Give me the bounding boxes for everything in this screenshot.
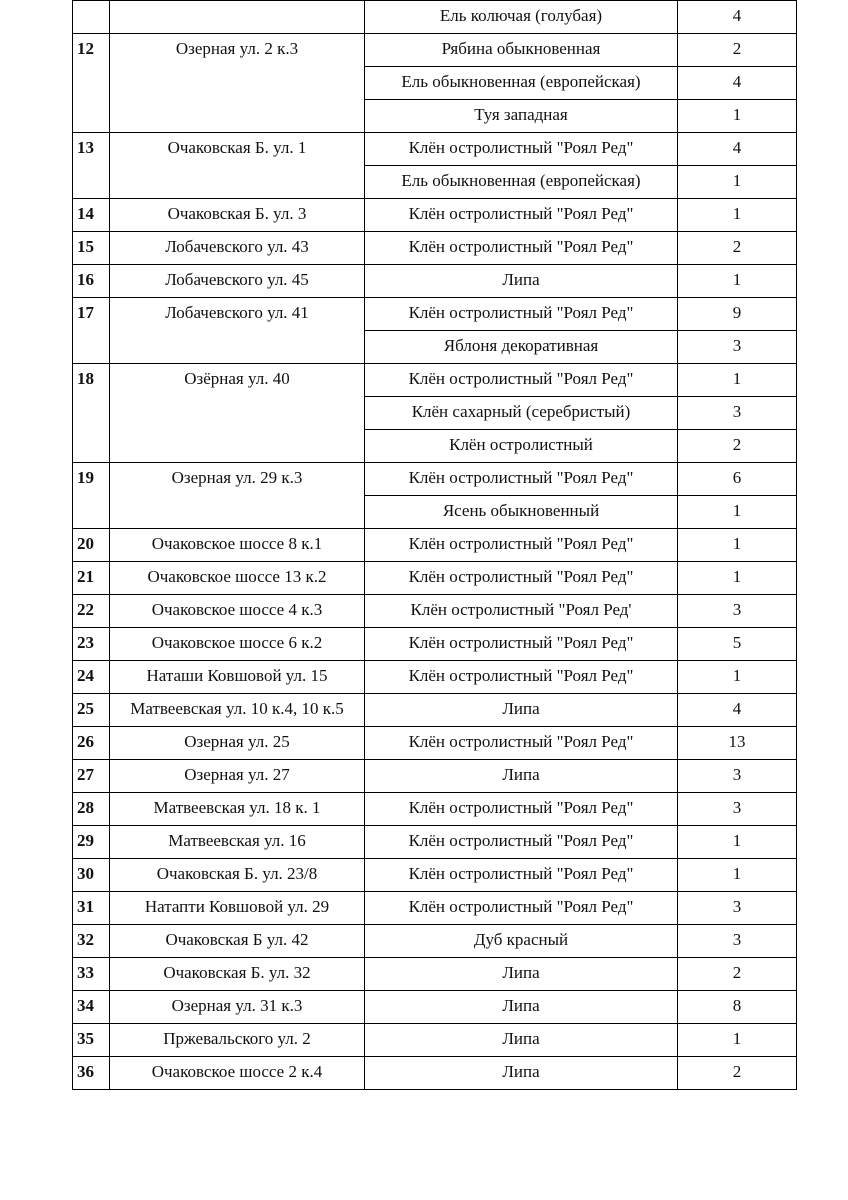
address-cell: Натапти Ковшовой ул. 29 (110, 892, 365, 925)
address-cell: Озерная ул. 31 к.3 (110, 991, 365, 1024)
address-cell: Очаковское шоссе 6 к.2 (110, 628, 365, 661)
row-number: 18 (73, 364, 110, 463)
row-number: 34 (73, 991, 110, 1024)
species-cell: Клён остролистный "Роял Ред" (365, 727, 678, 760)
row-number: 17 (73, 298, 110, 364)
species-cell: Липа (365, 760, 678, 793)
row-number: 32 (73, 925, 110, 958)
row-number: 12 (73, 34, 110, 133)
quantity-cell: 1 (678, 529, 797, 562)
table-row (73, 859, 797, 892)
address-cell: Озерная ул. 25 (110, 727, 365, 760)
quantity-cell: 4 (678, 1, 797, 34)
table-row (73, 958, 797, 991)
row-number: 21 (73, 562, 110, 595)
species-cell: Липа (365, 694, 678, 727)
address-cell: Пржевальского ул. 2 (110, 1024, 365, 1057)
address-cell: Лобачевского ул. 45 (110, 265, 365, 298)
address-cell: Озерная ул. 29 к.3 (110, 463, 365, 529)
address-cell: Озёрная ул. 40 (110, 364, 365, 463)
quantity-cell: 1 (678, 826, 797, 859)
address-cell: Очаковская Б. ул. 3 (110, 199, 365, 232)
quantity-cell: 13 (678, 727, 797, 760)
row-number: 20 (73, 529, 110, 562)
address-cell: Озерная ул. 27 (110, 760, 365, 793)
address-cell (110, 1, 365, 34)
quantity-cell: 1 (678, 265, 797, 298)
table-row (73, 232, 797, 265)
species-cell: Липа (365, 1057, 678, 1090)
row-number: 33 (73, 958, 110, 991)
table-row (73, 34, 797, 67)
table-row (73, 1, 797, 34)
quantity-cell: 2 (678, 232, 797, 265)
row-number: 28 (73, 793, 110, 826)
quantity-cell: 3 (678, 793, 797, 826)
quantity-cell: 1 (678, 661, 797, 694)
species-cell: Туя западная (365, 100, 678, 133)
address-cell: Лобачевского ул. 43 (110, 232, 365, 265)
address-cell: Озерная ул. 2 к.3 (110, 34, 365, 133)
row-number: 19 (73, 463, 110, 529)
address-cell: Очаковское шоссе 4 к.3 (110, 595, 365, 628)
row-number: 13 (73, 133, 110, 199)
tree-planting-table (72, 0, 797, 1090)
species-cell: Клён остролистный "Роял Ред" (365, 199, 678, 232)
species-cell: Ель обыкновенная (европейская) (365, 67, 678, 100)
species-cell: Рябина обыкновенная (365, 34, 678, 67)
species-cell: Клён остролистный "Роял Ред" (365, 826, 678, 859)
row-number: 25 (73, 694, 110, 727)
table-row (73, 694, 797, 727)
row-number: 23 (73, 628, 110, 661)
address-cell: Очаковская Б ул. 42 (110, 925, 365, 958)
species-cell: Клён остролистный "Роял Ред' (365, 595, 678, 628)
address-cell: Матвеевская ул. 16 (110, 826, 365, 859)
quantity-cell: 5 (678, 628, 797, 661)
species-cell: Липа (365, 265, 678, 298)
species-cell: Клён остролистный "Роял Ред" (365, 562, 678, 595)
address-cell: Очаковское шоссе 8 к.1 (110, 529, 365, 562)
species-cell: Клён остролистный "Роял Ред" (365, 133, 678, 166)
row-number: 35 (73, 1024, 110, 1057)
table-row (73, 793, 797, 826)
row-number: 24 (73, 661, 110, 694)
table-row (73, 463, 797, 496)
quantity-cell: 2 (678, 1057, 797, 1090)
table-row (73, 364, 797, 397)
species-cell: Клён остролистный "Роял Ред" (365, 463, 678, 496)
quantity-cell: 3 (678, 397, 797, 430)
table-row (73, 727, 797, 760)
quantity-cell: 1 (678, 199, 797, 232)
row-number: 22 (73, 595, 110, 628)
species-cell: Липа (365, 1024, 678, 1057)
row-number (73, 1, 110, 34)
quantity-cell: 6 (678, 463, 797, 496)
row-number: 26 (73, 727, 110, 760)
address-cell: Очаковская Б. ул. 1 (110, 133, 365, 199)
row-number: 27 (73, 760, 110, 793)
quantity-cell: 2 (678, 34, 797, 67)
quantity-cell: 4 (678, 67, 797, 100)
table-row (73, 628, 797, 661)
address-cell: Матвеевская ул. 18 к. 1 (110, 793, 365, 826)
table-row (73, 529, 797, 562)
quantity-cell: 1 (678, 100, 797, 133)
species-cell: Клён остролистный "Роял Ред" (365, 793, 678, 826)
species-cell: Ясень обыкновенный (365, 496, 678, 529)
quantity-cell: 8 (678, 991, 797, 1024)
address-cell: Матвеевская ул. 10 к.4, 10 к.5 (110, 694, 365, 727)
table-row (73, 298, 797, 331)
row-number: 36 (73, 1057, 110, 1090)
table-row (73, 595, 797, 628)
table-row (73, 199, 797, 232)
quantity-cell: 1 (678, 166, 797, 199)
quantity-cell: 1 (678, 1024, 797, 1057)
address-cell: Очаковское шоссе 2 к.4 (110, 1057, 365, 1090)
quantity-cell: 3 (678, 892, 797, 925)
table-row (73, 826, 797, 859)
row-number: 31 (73, 892, 110, 925)
species-cell: Клён остролистный "Роял Ред" (365, 661, 678, 694)
quantity-cell: 1 (678, 859, 797, 892)
table-row (73, 760, 797, 793)
species-cell: Клён сахарный (серебристый) (365, 397, 678, 430)
address-cell: Лобачевского ул. 41 (110, 298, 365, 364)
species-cell: Липа (365, 958, 678, 991)
row-number: 30 (73, 859, 110, 892)
quantity-cell: 1 (678, 496, 797, 529)
species-cell: Дуб красный (365, 925, 678, 958)
species-cell: Клён остролистный "Роял Ред" (365, 628, 678, 661)
address-cell: Очаковское шоссе 13 к.2 (110, 562, 365, 595)
table-row (73, 1024, 797, 1057)
species-cell: Клён остролистный (365, 430, 678, 463)
table-row (73, 925, 797, 958)
table-row (73, 892, 797, 925)
species-cell: Клён остролистный "Роял Ред" (365, 892, 678, 925)
species-cell: Клён остролистный "Роял Ред" (365, 364, 678, 397)
species-cell: Клён остролистный "Роял Ред" (365, 298, 678, 331)
species-cell: Ель обыкновенная (европейская) (365, 166, 678, 199)
address-cell: Наташи Ковшовой ул. 15 (110, 661, 365, 694)
table-row (73, 265, 797, 298)
table-body (73, 1, 797, 1090)
species-cell: Липа (365, 991, 678, 1024)
row-number: 15 (73, 232, 110, 265)
address-cell: Очаковская Б. ул. 23/8 (110, 859, 365, 892)
quantity-cell: 1 (678, 364, 797, 397)
quantity-cell: 3 (678, 595, 797, 628)
table-row (73, 661, 797, 694)
quantity-cell: 2 (678, 430, 797, 463)
species-cell: Яблоня декоративная (365, 331, 678, 364)
address-cell: Очаковская Б. ул. 32 (110, 958, 365, 991)
row-number: 16 (73, 265, 110, 298)
species-cell: Ель колючая (голубая) (365, 1, 678, 34)
quantity-cell: 4 (678, 133, 797, 166)
quantity-cell: 1 (678, 562, 797, 595)
row-number: 29 (73, 826, 110, 859)
quantity-cell: 2 (678, 958, 797, 991)
quantity-cell: 4 (678, 694, 797, 727)
table-row (73, 1057, 797, 1090)
quantity-cell: 3 (678, 760, 797, 793)
species-cell: Клён остролистный "Роял Ред" (365, 859, 678, 892)
species-cell: Клён остролистный "Роял Ред" (365, 232, 678, 265)
quantity-cell: 9 (678, 298, 797, 331)
species-cell: Клён остролистный "Роял Ред" (365, 529, 678, 562)
table-row (73, 991, 797, 1024)
table-row (73, 133, 797, 166)
quantity-cell: 3 (678, 331, 797, 364)
quantity-cell: 3 (678, 925, 797, 958)
row-number: 14 (73, 199, 110, 232)
table-row (73, 562, 797, 595)
